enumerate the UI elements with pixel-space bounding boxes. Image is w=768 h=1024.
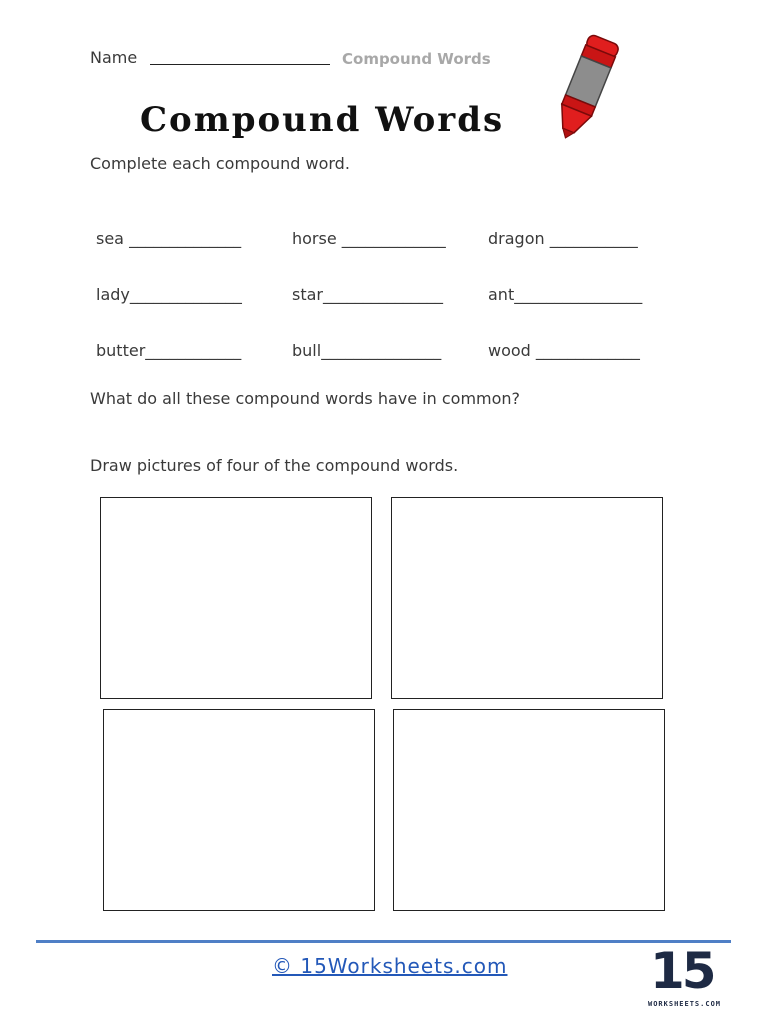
word-star: star_______________ <box>292 285 443 304</box>
instruction-complete: Complete each compound word. <box>90 154 350 173</box>
word-lady: lady______________ <box>96 285 242 304</box>
word-butter: butter____________ <box>96 341 242 360</box>
red-crayon-icon <box>540 28 632 146</box>
footer-divider <box>36 940 731 943</box>
logo-caption: WORKSHEETS.COM <box>648 1000 722 1008</box>
word-horse: horse _____________ <box>292 229 446 248</box>
header-tag: Compound Words <box>342 50 491 68</box>
word-sea: sea ______________ <box>96 229 242 248</box>
word-dragon: dragon ___________ <box>488 229 638 248</box>
word-ant: ant________________ <box>488 285 643 304</box>
drawing-box-4[interactable] <box>393 709 665 911</box>
word-wood: wood _____________ <box>488 341 640 360</box>
instruction-draw: Draw pictures of four of the compound words. <box>90 456 459 475</box>
footer-link[interactable]: © 15Worksheets.com <box>272 954 508 978</box>
drawing-box-2[interactable] <box>391 497 663 699</box>
name-line <box>150 64 330 65</box>
instruction-question: What do all these compound words have in common? <box>90 389 521 408</box>
page-title: Compound Words <box>140 100 505 140</box>
word-bull: bull_______________ <box>292 341 442 360</box>
drawing-box-3[interactable] <box>103 709 375 911</box>
drawing-box-1[interactable] <box>100 497 372 699</box>
name-label: Name <box>90 48 138 67</box>
logo-number: 15 <box>650 942 714 1000</box>
15worksheets-logo <box>636 942 732 1014</box>
